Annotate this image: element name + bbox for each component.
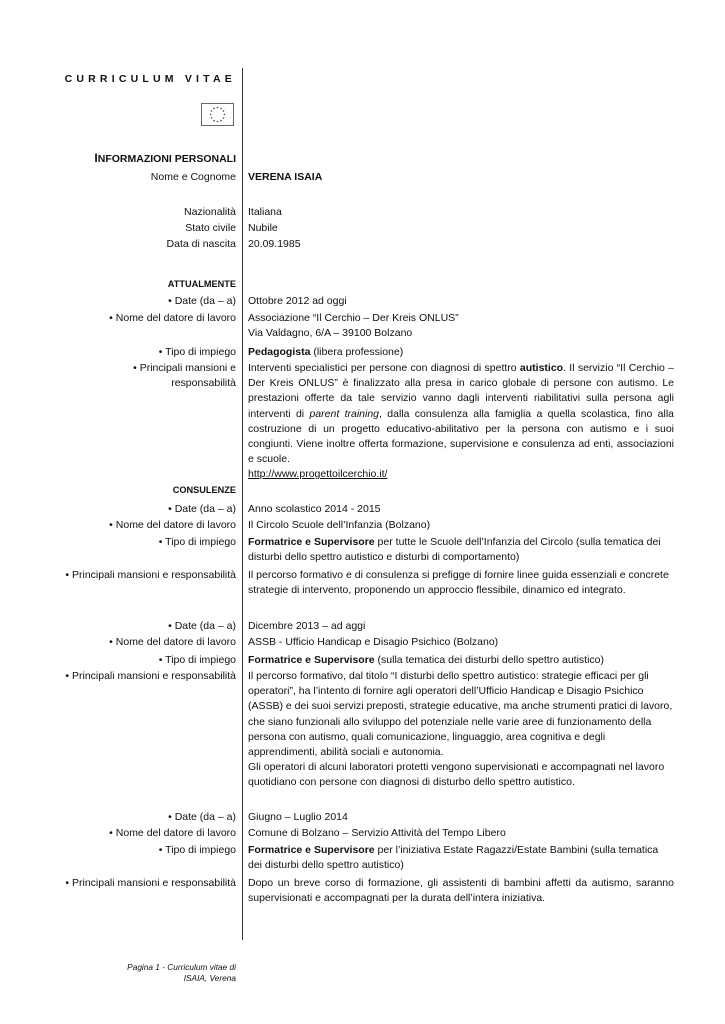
civil-status-value: Nubile: [248, 222, 278, 234]
current-duties-label-line1: • Principali mansioni e: [133, 362, 236, 374]
footer-line1: Pagina 1 - Curriculum vitae di: [127, 962, 236, 972]
consulting-2-type-detail: (sulla tematica dei disturbi dello spettro autistico): [374, 654, 604, 666]
consulting-3-type-label: • Tipo di impiego: [158, 844, 236, 856]
consulting-1-type-value: [248, 535, 674, 565]
consulting-3-type-value: [248, 843, 674, 873]
consulting-2-employer-label: • Nome del datore di lavoro: [109, 636, 236, 648]
cv-title: CURRICULUM VITAE: [64, 73, 236, 85]
current-duties-label-line2: responsabilità: [171, 377, 236, 390]
consulting-2-type-label: • Tipo di impiego: [158, 654, 236, 666]
nationality-label: Nazionalità: [184, 206, 236, 218]
civil-status-label: Stato civile: [185, 222, 236, 234]
current-type-detail: (libera professione): [310, 346, 404, 358]
consulting-3-duties-text: Dopo un breve corso di formazione, gli assistenti di bambini affetti da autismo, saranno supervisionati e accompagnati per la durata dell’intera iniziativa.: [248, 877, 674, 905]
current-duties-bold: autistico: [519, 362, 564, 374]
current-duties-part2: . Il servizio “Il Cerchio – Der Kreis ONLUS” è finalizzato alla presa in carico globale di persone con autismo. Le prestazioni offerte da tale servizio vanno dagli interventi riabilitativi sulla persona agli interventi di: [248, 362, 675, 420]
consulting-3-date-label: • Date (da – a): [168, 811, 236, 823]
current-type-value: [248, 345, 674, 360]
consulting-1-duties-label: • Principali mansioni e responsabilità: [65, 569, 236, 581]
personal-info-heading: INFORMAZIONI PERSONALI: [94, 151, 236, 165]
consulting-2-duties: [248, 669, 674, 791]
current-duties-italic: parent training: [309, 407, 380, 420]
name-label: Nome e Cognome: [150, 171, 236, 183]
consulting-2-date-label: • Date (da – a): [168, 620, 236, 632]
birth-date-value: 20.09.1985: [248, 238, 301, 250]
consulting-2-employer-value: ASSB - Ufficio Handicap e Disagio Psichico (Bolzano): [248, 636, 499, 648]
current-employer-address: Via Valdagno, 6/A – 39100 Bolzano: [248, 327, 413, 340]
current-duties-part3: , dalla consulenza alla famiglia a quella scolastica, fino alla costruzione di un progetto educativo-abilitativo per la persona con autismo e i suoi congiunti. Viene inoltre offerta formazione, supervisione e consulenza ad enti, associazioni e scuole.: [248, 407, 674, 466]
birth-date-label: Data di nascita: [166, 238, 236, 250]
consulting-2-duties-text: Il percorso formativo, dal titolo “I disturbi dello spettro autistico: strategie efficaci per gli operatori”, ha l’intento di fornire agli operatori dell’Ufficio Handicap e Disagio Psichico (ASSB) e dei suoi servizi preposti, strategie educative, ma anche strumenti pratici di lavoro, che siano funzionali allo sviluppo del potenziale nelle varie aree di funzionamento della persona con autismo, quali comunicazione, linguaggio, area cognitiva e degli apprendimenti, abilità sociali e autonomia.: [248, 670, 673, 759]
eu-flag-icon: [201, 103, 234, 126]
consulting-1-type-role: Formatrice e Supervisore: [248, 536, 375, 548]
current-type-role: Pedagogista: [248, 346, 311, 358]
consulting-2-type-value: [248, 653, 674, 668]
current-duties-label: [133, 361, 236, 391]
nationality-value: Italiana: [248, 206, 282, 218]
consulting-1-date-value: Anno scolastico 2014 - 2015: [248, 503, 381, 515]
page-footer: [127, 962, 236, 984]
current-date-label: • Date (da – a): [168, 295, 236, 307]
consulting-1-type-label: • Tipo di impiego: [158, 536, 236, 548]
current-duties-part1: Interventi specialistici per persone con diagnosi di spettro: [248, 362, 520, 374]
consulting-3-employer-value: Comune di Bolzano – Servizio Attività del Tempo Libero: [248, 827, 506, 839]
current-employer-label: • Nome del datore di lavoro: [109, 312, 236, 324]
consulting-3-duties-label: • Principali mansioni e responsabilità: [65, 877, 236, 889]
consulting-3-employer-label: • Nome del datore di lavoro: [109, 827, 236, 839]
consulting-2-duties-label: • Principali mansioni e responsabilità: [65, 670, 236, 682]
consulting-3-type-detail: per l’iniziativa Estate Ragazzi/Estate Bambini (sulla tematica dei disturbi dello spettro autistico): [248, 844, 659, 872]
current-heading: ATTUALMENTE: [167, 279, 236, 289]
current-employer-value: [248, 311, 674, 341]
consulting-3-type-role: Formatrice e Supervisore: [248, 844, 375, 856]
current-employer-name: Associazione “Il Cerchio – Der Kreis ONLUS”: [248, 312, 459, 324]
consulting-1-employer-label: • Nome del datore di lavoro: [109, 519, 236, 531]
consulting-2-date-value: Dicembre 2013 – ad aggi: [248, 620, 366, 632]
current-date-value: Ottobre 2012 ad oggi: [248, 295, 347, 307]
current-duties-text: [248, 361, 674, 467]
consulting-1-type-detail: per tutte le Scuole dell’Infanzia del Circolo (sulla tematica dei disturbi dello spettro autistico e disturbi di comportamento): [248, 536, 661, 564]
consulting-2-type-role: Formatrice e Supervisore: [248, 654, 375, 666]
consulting-heading: CONSULENZE: [172, 485, 236, 495]
consulting-2-duties-extra: Gli operatori di alcuni laboratori protetti vengono supervisionati e accompagnati nel lavoro quotidiano con persone con diagnosi di disturbo dello spettro autistico.: [248, 761, 665, 789]
eu-stars-icon: [202, 104, 233, 125]
current-type-label: • Tipo di impiego: [158, 346, 236, 358]
website-link[interactable]: http://www.progettoilcerchio.it/: [248, 468, 388, 480]
consulting-1-employer-value: Il Circolo Scuole dell’Infanzia (Bolzano): [248, 519, 431, 531]
consulting-3-date-value: Giugno – Luglio 2014: [248, 811, 348, 823]
current-link-wrap: [248, 467, 674, 482]
consulting-1-duties-text: Il percorso formativo e di consulenza si prefigge di fornire linee guida essenziali e concrete strategie di intervento, proponendo un approccio flessibile, dinamico ed integrato.: [248, 569, 669, 597]
consulting-1-date-label: • Date (da – a): [168, 503, 236, 515]
name-value: VERENA ISAIA: [248, 171, 323, 183]
footer-line2: ISAIA, Verena: [183, 973, 236, 983]
column-divider: [242, 68, 243, 940]
